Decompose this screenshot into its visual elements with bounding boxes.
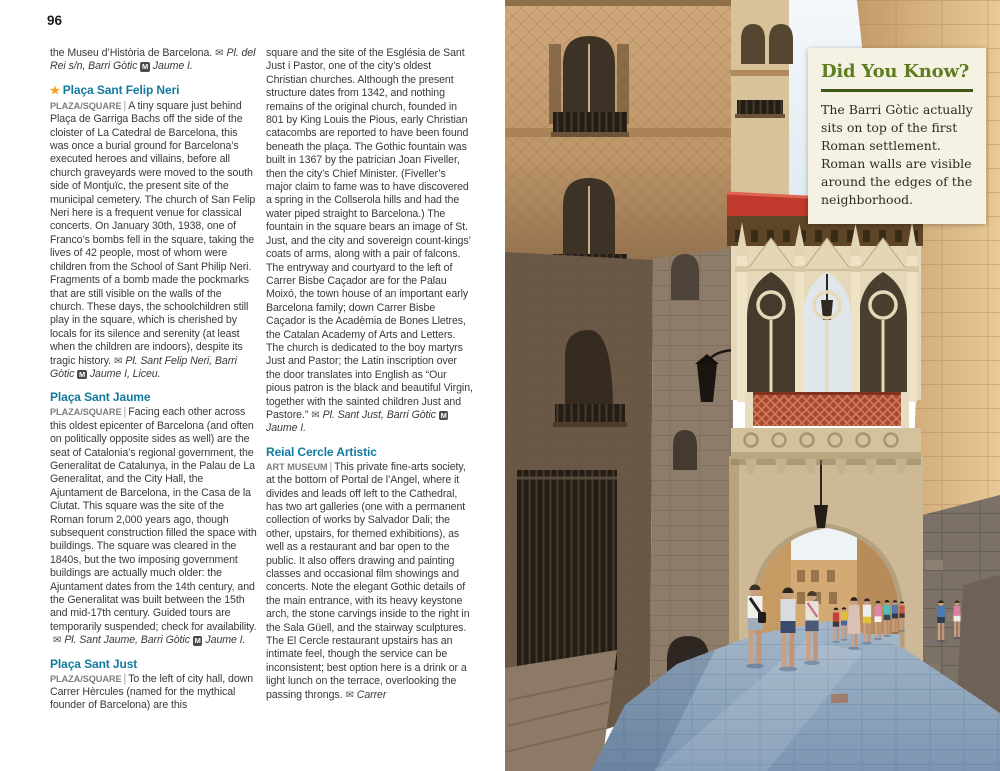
envelope-icon: ✉ — [215, 48, 224, 59]
category-label: PLAZA/SQUARE — [50, 407, 122, 418]
listing-body — [50, 673, 258, 713]
separator: | — [123, 99, 127, 112]
address-text: Pl. Sant Jaume, Barri Gòtic — [64, 634, 190, 647]
did-you-know-title: Did You Know? — [821, 61, 970, 82]
metro-icon: M — [194, 636, 201, 646]
listing-continuation — [266, 47, 474, 436]
star-icon: ★ — [50, 84, 60, 97]
bishops-bridge — [727, 193, 923, 474]
metro-icon: M — [440, 410, 447, 420]
envelope-icon: ✉ — [311, 409, 320, 421]
listing-title-text: Reial Cercle Artistic — [266, 444, 377, 459]
listing-title-text: Plaça Sant Just — [50, 656, 138, 671]
gables — [747, 238, 907, 270]
listing-title-text: Plaça Sant Jaume — [50, 390, 151, 405]
body-text: To the left of city hall, down Carrer Hèrcules (named for the mythical founder of Barcelona) are this — [50, 672, 254, 712]
address-text: Pl. del Rei s/n, Barri Gòtic — [50, 47, 256, 73]
body-text: square and the site of the Església de Sant Just i Pastor, one of the city’s oldest Christian churches. Although the present structure dates from 1342, and nothing remains of the original church, founded in 801 by King Louis the Pious, early Christian catacombs are reported to have been found beneath the plaça. The Gothic fountain was built in 1367 by the patrician Joan Fiveller, then the city’s Chief Minister. (Fiveller’s major claim to fame was to have discovered a spring in the Collserola hills and had the water piped straight to Barcelona.) The fountain in the square bears an image of St. Just, and the city and sovereign count-kings’ coats of arms, along with a pair of falcons. The entryway and courtyard to the left of Carrer Bisbe Caçador are for the Palau Moixó, the town house of an important early Barcelona family; down Carrer Bisbe Caçador is the Acadèmia de Bones Lletres, the Catalan Academy of Arts and Letters. The church is dedicated to the boy martyrs Just and Pastor; the Latin inscription over the door translates into English as “Our pious patron is the black and beautiful Virgin, together with the sainted children Just and Pastore.” — [266, 47, 473, 421]
did-you-know-rule — [821, 89, 973, 92]
red-lattice-parapet — [751, 394, 901, 426]
listing-title-placa-sant-just — [50, 657, 258, 671]
body-text: A tiny square just behind Plaça de Garriga Bachs off the side of the cloister of La Catedral de Barcelona, this was once a burial ground for Barcelona’s executed heroes and villains, before all church graveyards were moved to the south side of Montjuïc, the present site of the municipal cemetery. The church of San Felip Neri here is a frequent venue for classical concerts. On January 30th, 1938, one of Franco’s bombs fell in the square, taking the lives of 42 people, most of whom were children from the School of Sant Philip Neri. Fragments of a bomb made the pockmarks that are still visible on the walls of the church. These days, the schoolchildren still play in the square, which is cherished by locals for its silence and serenity (at least when the children are indoors), despite its tragic history. — [50, 99, 256, 367]
did-you-know-body: The Barri Gòtic actually sits on top of the first Roman settlement. Roman walls are visible around the edges of the neighborhood. — [821, 102, 973, 207]
listing-body — [266, 461, 474, 702]
separator: | — [123, 672, 127, 685]
column-1 — [50, 47, 258, 721]
metro-stops: Jaume I. — [266, 422, 306, 435]
listing-title-reial-cercle-artistic — [266, 445, 474, 459]
separator: | — [123, 406, 127, 419]
metro-stops: Jaume I. — [152, 60, 193, 73]
body-text: Facing each other across this oldest epicenter of Barcelona (and often on politically opposite sides as well) are the seat of Catalonia’s regional government, the Generalitat de Catalunya, in the Palau de La Generalitat, and the City Hall, the Ajuntament de Barcelona, in the Casa de la Ciutat. This square was the site of the Roman forum 2,000 years ago, though subsequent construction filled the space with buildings. The square was cleared in the 1840s, but the two imposing government buildings are actually much older: the Ajuntament dates from the 14th century, and the Generalitat was built between the 15th and mid-17th century. Guided tours are temporarily suspended; check for availability. — [50, 406, 257, 633]
separator: | — [329, 460, 333, 473]
page-number: 96 — [47, 13, 63, 28]
listing-body — [50, 406, 258, 647]
metro-stops: Jaume I, Liceu. — [89, 367, 161, 380]
body-text: the Museu d’Història de Barcelona. — [50, 47, 213, 59]
listing-title-placa-sant-jaume — [50, 390, 258, 404]
metro-stops: Jaume I. — [205, 634, 246, 647]
metro-icon: M — [78, 369, 86, 379]
address-text: Pl. Sant Just, Barri Gòtic — [322, 408, 436, 421]
category-label: PLAZA/SQUARE — [50, 100, 122, 111]
did-you-know-card — [808, 48, 986, 224]
listing-title-placa-sant-felip-neri — [50, 83, 258, 98]
column-2 — [266, 47, 474, 710]
upper-building — [731, 0, 793, 196]
category-label: ART MUSEUM — [266, 461, 328, 472]
category-label: PLAZA/SQUARE — [50, 673, 122, 684]
listing-continuation — [50, 47, 258, 74]
address-text: Pl. Sant Felip Neri, Barri Gòtic — [50, 354, 237, 380]
listing-title-text: Plaça Sant Felip Neri — [62, 82, 180, 97]
metro-icon: M — [141, 62, 149, 72]
street-photo — [505, 0, 1000, 771]
address-text: Carrer — [356, 688, 387, 701]
envelope-icon: ✉ — [53, 635, 62, 647]
mid-gothic-building — [650, 248, 733, 716]
envelope-icon: ✉ — [114, 355, 123, 367]
body-text: This private fine-arts society, at the bottom of Portal de l’Angel, where it divides and leads off left to the Cathedral, has two art galleries (one with a permanent collection of works by Salvador Dali; the other, upstairs, for themed exhibitions), as well as a restaurant and bar open to the public. It also offers drawing and painting classes and occasional film showings and concerts. Note the elegant Gothic details of the main entrance, with its heavy keystone arch, the stone carvings inside to the right in the Sala Güell, and the stairway sculptures. The El Cercle restaurant upstairs has an intimate feel, though the service can be inconsistent; best option here is a drink or a light lunch on the terrace, overlooking the passing throngs. — [266, 460, 470, 701]
envelope-icon: ✉ — [345, 689, 354, 701]
listing-body — [50, 100, 258, 382]
